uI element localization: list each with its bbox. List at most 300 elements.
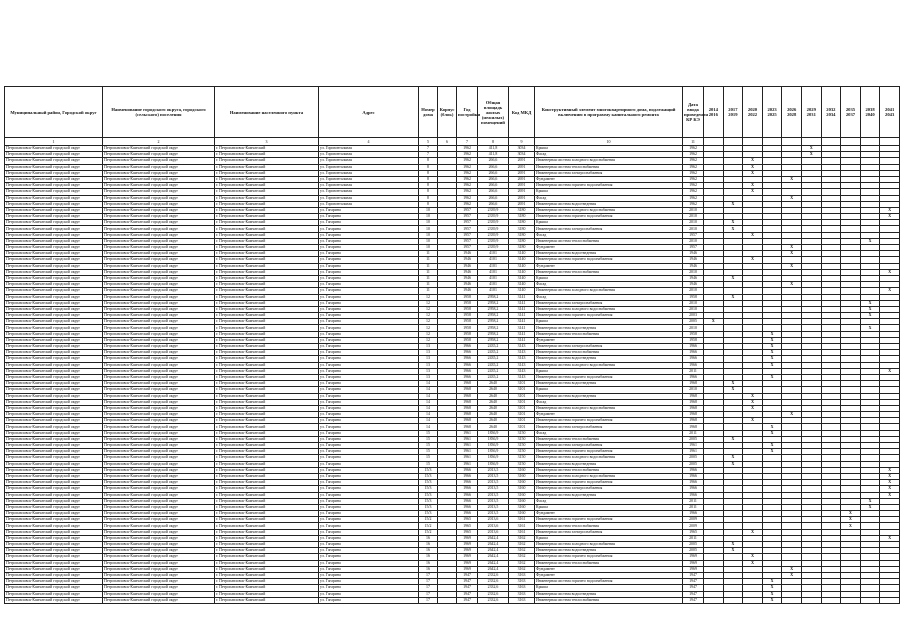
period-cell: X bbox=[762, 374, 782, 380]
table-cell: 1961 bbox=[457, 436, 478, 442]
table-cell: 2013,5 bbox=[478, 498, 509, 504]
table-cell: 16 bbox=[419, 566, 438, 572]
table-cell: 1969 bbox=[457, 535, 478, 541]
table-cell: ул. Гагарина bbox=[319, 381, 419, 387]
table-cell: Петропавловск-Камчатский городской округ bbox=[5, 245, 103, 251]
period-cell: X bbox=[782, 282, 802, 288]
table-cell: ул. Гагарина bbox=[319, 492, 419, 498]
table-body bbox=[5, 146, 900, 604]
table-cell: Инженерная система холодного водоснабжения bbox=[535, 542, 683, 548]
table-cell: 2435,2 bbox=[478, 350, 509, 356]
table-cell: ул. Гагарина bbox=[319, 214, 419, 220]
table-cell: г. Петропавловск-Камчатский bbox=[215, 486, 319, 492]
column-number bbox=[841, 138, 861, 146]
period-cell: X bbox=[743, 560, 763, 566]
table-cell: 3141 bbox=[509, 319, 535, 325]
table-cell: Петропавловск-Камчатский городской округ bbox=[5, 362, 103, 368]
table-cell: Петропавловск-Камчатский городской округ bbox=[5, 183, 103, 189]
table-cell: Инженерная система горячего водоснабжения bbox=[535, 449, 683, 455]
period-cell: X bbox=[860, 313, 880, 319]
table-cell: ул. Гагарина bbox=[319, 207, 419, 213]
table-cell: 1966 bbox=[457, 350, 478, 356]
table-cell: Инженерная система теплоснабжения bbox=[535, 523, 683, 529]
table-cell: Петропавловск-Камчатский городской округ bbox=[103, 331, 215, 337]
table-cell: 3150 bbox=[509, 436, 535, 442]
table-cell: Петропавловск-Камчатский городской округ bbox=[5, 368, 103, 374]
column-number: 1 bbox=[5, 138, 103, 146]
period-cell: X bbox=[762, 597, 782, 603]
table-cell: 7 bbox=[419, 152, 438, 158]
table-cell: 1969 bbox=[683, 560, 704, 566]
table-cell: ул. Гагарина bbox=[319, 232, 419, 238]
table-cell: Инженерная система теплоснабжения bbox=[535, 560, 683, 566]
table-cell: Петропавловск-Камчатский городской округ bbox=[103, 572, 215, 578]
table-cell: Петропавловск-Камчатский городской округ bbox=[103, 436, 215, 442]
period-cell bbox=[860, 597, 880, 603]
table-cell: 1957 bbox=[457, 214, 478, 220]
table-cell: 1962 bbox=[683, 195, 704, 201]
table-cell: Инженерная система горячего водоснабжения bbox=[535, 257, 683, 263]
table-cell: 1958 bbox=[457, 300, 478, 306]
table-cell: 1962 bbox=[683, 158, 704, 164]
period-cell: X bbox=[801, 152, 821, 158]
table-cell: 1966 bbox=[457, 368, 478, 374]
table-cell: Петропавловск-Камчатский городской округ bbox=[5, 430, 103, 436]
column-number: 2 bbox=[103, 138, 215, 146]
table-cell: Петропавловск-Камчатский городской округ bbox=[103, 170, 215, 176]
table-cell: 2640 bbox=[478, 412, 509, 418]
table-cell: 1958 bbox=[457, 337, 478, 343]
table-cell: Петропавловск-Камчатский городской округ bbox=[103, 535, 215, 541]
table-cell: г. Петропавловск-Камчатский bbox=[215, 455, 319, 461]
table-cell: 1965 bbox=[457, 517, 478, 523]
period-cell: X bbox=[762, 443, 782, 449]
table-cell: 8 bbox=[419, 158, 438, 164]
table-cell: 16 bbox=[419, 542, 438, 548]
table-cell: 3034 bbox=[509, 152, 535, 158]
period-cell: X bbox=[743, 257, 763, 263]
table-cell: 15/3 bbox=[419, 486, 438, 492]
table-cell: 3150 bbox=[509, 443, 535, 449]
table-cell: Петропавловск-Камчатский городской округ bbox=[103, 238, 215, 244]
table-cell: Петропавловск-Камчатский городской округ bbox=[103, 350, 215, 356]
table-cell: Петропавловск-Камчатский городской округ bbox=[103, 195, 215, 201]
table-cell: 15 bbox=[419, 430, 438, 436]
period-cell: X bbox=[782, 245, 802, 251]
table-cell: 2013,5 bbox=[478, 511, 509, 517]
table-cell: 3101 bbox=[509, 393, 535, 399]
table-cell: ул. Гагарина bbox=[319, 288, 419, 294]
table-cell: 1958 bbox=[457, 313, 478, 319]
table-cell: Крыша bbox=[535, 319, 683, 325]
table-cell: 1962 bbox=[683, 189, 704, 195]
column-header: Дата ввода проведения КР КЭ bbox=[683, 87, 704, 138]
table-cell: 1969 bbox=[457, 554, 478, 560]
table-cell: ул. Горизонтальная bbox=[319, 158, 419, 164]
table-cell: г. Петропавловск-Камчатский bbox=[215, 585, 319, 591]
table-cell: г. Петропавловск-Камчатский bbox=[215, 523, 319, 529]
table-cell: 1962 bbox=[457, 158, 478, 164]
table-cell: 1946 bbox=[457, 257, 478, 263]
table-cell: 1962 bbox=[683, 164, 704, 170]
column-number: 3 bbox=[215, 138, 319, 146]
table-cell: 8 bbox=[419, 195, 438, 201]
table-cell: Петропавловск-Камчатский городской округ bbox=[103, 183, 215, 189]
table-cell: 3141 bbox=[509, 337, 535, 343]
table-cell: ул. Гагарина bbox=[319, 455, 419, 461]
table-cell: ул. Гагарина bbox=[319, 405, 419, 411]
table-cell: 2005 bbox=[683, 542, 704, 548]
table-cell: 2011 bbox=[683, 504, 704, 510]
table-cell: ул. Гагарина bbox=[319, 368, 419, 374]
table-cell: г. Петропавловск-Камчатский bbox=[215, 356, 319, 362]
table-cell: Петропавловск-Камчатский городской округ bbox=[5, 337, 103, 343]
table-cell: 14 bbox=[419, 381, 438, 387]
table-cell: 1961 bbox=[457, 449, 478, 455]
column-header: 2041 2043 bbox=[880, 87, 900, 138]
table-cell: Петропавловск-Камчатский городской округ bbox=[103, 467, 215, 473]
table-cell: Фундамент bbox=[535, 511, 683, 517]
table-cell: 3141 bbox=[509, 306, 535, 312]
table-cell: 1966 bbox=[457, 467, 478, 473]
table-cell: Инженерная система электроснабжения bbox=[535, 486, 683, 492]
table-cell: 266,6 bbox=[478, 158, 509, 164]
table-cell: г. Петропавловск-Камчатский bbox=[215, 566, 319, 572]
table-cell: 1958 bbox=[457, 319, 478, 325]
table-cell: Инженерная система горячего водоснабжения bbox=[535, 480, 683, 486]
table-cell: ул. Гагарина bbox=[319, 480, 419, 486]
period-cell: X bbox=[743, 393, 763, 399]
table-cell: 3180 bbox=[509, 238, 535, 244]
table-cell: 2435,2 bbox=[478, 344, 509, 350]
column-number: 6 bbox=[438, 138, 457, 146]
table-cell: Петропавловск-Камчатский городской округ bbox=[103, 152, 215, 158]
table-cell: 2339,9 bbox=[478, 232, 509, 238]
table-cell: г. Петропавловск-Камчатский bbox=[215, 449, 319, 455]
table-cell: г. Петропавловск-Камчатский bbox=[215, 319, 319, 325]
table-cell: Петропавловск-Камчатский городской округ bbox=[103, 492, 215, 498]
period-cell: X bbox=[762, 350, 782, 356]
table-cell: 1946 bbox=[683, 282, 704, 288]
table-cell: Петропавловск-Камчатский городской округ bbox=[5, 170, 103, 176]
table-cell: г. Петропавловск-Камчатский bbox=[215, 498, 319, 504]
table-cell: ул. Гагарина bbox=[319, 269, 419, 275]
table-cell: ул. Горизонтальная bbox=[319, 176, 419, 182]
table-cell: 3101 bbox=[509, 424, 535, 430]
table-cell: г. Петропавловск-Камчатский bbox=[215, 480, 319, 486]
period-cell: X bbox=[723, 548, 743, 554]
table-cell: г. Петропавловск-Камчатский bbox=[215, 238, 319, 244]
table-cell: 3141 bbox=[509, 313, 535, 319]
table-cell: 14 bbox=[419, 393, 438, 399]
table-cell: ул. Гагарина bbox=[319, 597, 419, 603]
column-header: Наименование городского округа, городского (сельского) поселения bbox=[103, 87, 215, 138]
table-cell: 1966 bbox=[683, 486, 704, 492]
table-cell: Петропавловск-Камчатский городской округ bbox=[5, 455, 103, 461]
table-cell: 4101 bbox=[478, 275, 509, 281]
table-cell: 2642,4 bbox=[478, 554, 509, 560]
table-cell: 1962 bbox=[683, 146, 704, 152]
table-cell: 1957 bbox=[457, 220, 478, 226]
table-cell: 1962 bbox=[457, 146, 478, 152]
table-cell: 8 bbox=[419, 170, 438, 176]
table-cell: ул. Гагарина bbox=[319, 535, 419, 541]
table-cell: 2332,6 bbox=[478, 591, 509, 597]
table-cell: Петропавловск-Камчатский городской округ bbox=[103, 523, 215, 529]
table-cell: 1962 bbox=[457, 176, 478, 182]
table-cell: Петропавловск-Камчатский городской округ bbox=[103, 368, 215, 374]
period-cell: X bbox=[762, 591, 782, 597]
table-cell: Петропавловск-Камчатский городской округ bbox=[103, 362, 215, 368]
table-cell: Петропавловск-Камчатский городской округ bbox=[103, 585, 215, 591]
table-cell: Петропавловск-Камчатский городской округ bbox=[5, 473, 103, 479]
table-cell: 12 bbox=[419, 319, 438, 325]
table-cell: Петропавловск-Камчатский городской округ bbox=[5, 560, 103, 566]
table-cell: Петропавловск-Камчатский городской округ bbox=[103, 164, 215, 170]
table-cell: Петропавловск-Камчатский городской округ bbox=[103, 480, 215, 486]
table-cell: Петропавловск-Камчатский городской округ bbox=[103, 294, 215, 300]
table-cell: 3034 bbox=[509, 146, 535, 152]
table-cell: Петропавловск-Камчатский городской округ bbox=[103, 461, 215, 467]
table-cell: 17 bbox=[419, 585, 438, 591]
table-cell: 2640 bbox=[478, 405, 509, 411]
table-cell: 1966 bbox=[457, 344, 478, 350]
table-cell: Петропавловск-Камчатский городской округ bbox=[5, 504, 103, 510]
table-cell: Петропавловск-Камчатский городской округ bbox=[103, 158, 215, 164]
table-cell: Инженерная система теплоснабжения bbox=[535, 597, 683, 603]
table-cell: г. Петропавловск-Камчатский bbox=[215, 220, 319, 226]
period-cell: X bbox=[880, 269, 900, 275]
table-cell: ул. Гагарина bbox=[319, 486, 419, 492]
table-cell: Петропавловск-Камчатский городской округ bbox=[5, 226, 103, 232]
table-cell: 7 bbox=[419, 146, 438, 152]
table-cell: Инженерная система холодного водоснабжения bbox=[535, 158, 683, 164]
period-cell: X bbox=[782, 263, 802, 269]
table-cell: 16 bbox=[419, 548, 438, 554]
table-cell: Инженерная система электроснабжения bbox=[535, 344, 683, 350]
table-cell: 1962 bbox=[683, 201, 704, 207]
period-cell: X bbox=[860, 306, 880, 312]
table-cell: 1966 bbox=[457, 511, 478, 517]
table-cell: ул. Гагарина bbox=[319, 449, 419, 455]
table-cell: Петропавловск-Камчатский городской округ bbox=[103, 405, 215, 411]
table-cell: Петропавловск-Камчатский городской округ bbox=[5, 288, 103, 294]
header-row bbox=[5, 87, 900, 138]
table-cell: Петропавловск-Камчатский городской округ bbox=[103, 226, 215, 232]
table-cell: 1962 bbox=[683, 183, 704, 189]
table-cell: г. Петропавловск-Камчатский bbox=[215, 424, 319, 430]
table-cell: 3162 bbox=[509, 542, 535, 548]
table-cell: г. Петропавловск-Камчатский bbox=[215, 467, 319, 473]
table-cell: 1968 bbox=[683, 424, 704, 430]
table-cell: г. Петропавловск-Камчатский bbox=[215, 350, 319, 356]
table-cell: 2010 bbox=[683, 288, 704, 294]
period-cell: X bbox=[860, 238, 880, 244]
table-cell: 1958 bbox=[683, 337, 704, 343]
table-cell: ул. Гагарина bbox=[319, 337, 419, 343]
table-cell: ул. Гагарина bbox=[319, 548, 419, 554]
table-cell: 3180 bbox=[509, 245, 535, 251]
table-cell: Петропавловск-Камчатский городской округ bbox=[103, 399, 215, 405]
table-cell: г. Петропавловск-Камчатский bbox=[215, 300, 319, 306]
table-cell: 3161 bbox=[509, 517, 535, 523]
table-cell: 12 bbox=[419, 331, 438, 337]
table-cell: 3180 bbox=[509, 226, 535, 232]
table-cell: 1965 bbox=[683, 529, 704, 535]
period-cell: X bbox=[880, 288, 900, 294]
table-cell: 3163 bbox=[509, 585, 535, 591]
table-cell: г. Петропавловск-Камчатский bbox=[215, 257, 319, 263]
period-cell: X bbox=[704, 319, 724, 325]
column-header: 2029 2031 bbox=[801, 87, 821, 138]
table-cell: 1836,9 bbox=[478, 443, 509, 449]
table-cell: 1968 bbox=[457, 381, 478, 387]
table-cell: Фасад bbox=[535, 232, 683, 238]
period-cell: X bbox=[880, 207, 900, 213]
column-header: 2017 2019 bbox=[723, 87, 743, 138]
table-cell: Петропавловск-Камчатский городской округ bbox=[5, 350, 103, 356]
table-cell: 1957 bbox=[457, 238, 478, 244]
period-cell: X bbox=[723, 542, 743, 548]
table-cell: Петропавловск-Камчатский городской округ bbox=[5, 517, 103, 523]
table-cell: Петропавловск-Камчатский городской округ bbox=[103, 504, 215, 510]
table-cell: 11 bbox=[419, 263, 438, 269]
table-cell: ул. Гагарина bbox=[319, 504, 419, 510]
table-cell: 1966 bbox=[683, 356, 704, 362]
table-cell: ул. Гагарина bbox=[319, 591, 419, 597]
column-header: 2035 2037 bbox=[841, 87, 861, 138]
table-cell: 2691 bbox=[509, 195, 535, 201]
table-cell: Петропавловск-Камчатский городской округ bbox=[5, 275, 103, 281]
table-cell: Петропавловск-Камчатский городской округ bbox=[5, 486, 103, 492]
table-cell: Петропавловск-Камчатский городской округ bbox=[103, 251, 215, 257]
table-cell: г. Петропавловск-Камчатский bbox=[215, 245, 319, 251]
table-cell: Петропавловск-Камчатский городской округ bbox=[103, 597, 215, 603]
table-cell: Инженерная система теплоснабжения bbox=[535, 350, 683, 356]
table-cell: Фасад bbox=[535, 399, 683, 405]
table-cell: 3101 bbox=[509, 387, 535, 393]
table-cell: 2013,5 bbox=[478, 480, 509, 486]
table-cell: Петропавловск-Камчатский городской округ bbox=[5, 535, 103, 541]
table-cell: 2435,2 bbox=[478, 356, 509, 362]
table-cell: ул. Горизонтальная bbox=[319, 164, 419, 170]
table-cell: 1962 bbox=[457, 189, 478, 195]
column-number: 4 bbox=[319, 138, 419, 146]
table-cell: Инженерная система теплоснабжения bbox=[535, 467, 683, 473]
table-cell: 1947 bbox=[457, 597, 478, 603]
period-cell bbox=[880, 597, 900, 603]
table-cell: ул. Гагарина bbox=[319, 566, 419, 572]
table-cell: 2339,9 bbox=[478, 220, 509, 226]
table-cell: Петропавловск-Камчатский городской округ bbox=[5, 164, 103, 170]
table-cell: 1946 bbox=[683, 257, 704, 263]
table-cell: г. Петропавловск-Камчатский bbox=[215, 511, 319, 517]
table-cell: 3143 bbox=[509, 344, 535, 350]
table-cell: Крыша bbox=[535, 275, 683, 281]
table-cell: 2013,5 bbox=[478, 473, 509, 479]
column-header: Корпус (блок) bbox=[438, 87, 457, 138]
period-cell bbox=[801, 597, 821, 603]
table-cell: г. Петропавловск-Камчатский bbox=[215, 517, 319, 523]
table-cell: 10 bbox=[419, 245, 438, 251]
table-cell: 3163 bbox=[509, 597, 535, 603]
table-cell: 2691 bbox=[509, 201, 535, 207]
table-cell: 1966 bbox=[457, 486, 478, 492]
table-cell: 1966 bbox=[683, 480, 704, 486]
column-number: 7 bbox=[457, 138, 478, 146]
period-cell: X bbox=[723, 294, 743, 300]
table-cell: Инженерная система водоотведения bbox=[535, 201, 683, 207]
column-number bbox=[821, 138, 841, 146]
table-cell: 12 bbox=[419, 306, 438, 312]
table-cell: Петропавловск-Камчатский городской округ bbox=[5, 381, 103, 387]
table-cell: Петропавловск-Камчатский городской округ bbox=[103, 486, 215, 492]
table-cell: 3150 bbox=[509, 461, 535, 467]
table-cell: Петропавловск-Камчатский городской округ bbox=[5, 424, 103, 430]
table-cell: 2642,4 bbox=[478, 560, 509, 566]
table-cell: 1836,9 bbox=[478, 430, 509, 436]
column-header: Адрес bbox=[319, 87, 419, 138]
table-cell: Петропавловск-Камчатский городской округ bbox=[5, 492, 103, 498]
table-cell: г. Петропавловск-Камчатский bbox=[215, 214, 319, 220]
table-cell: 266,6 bbox=[478, 195, 509, 201]
table-cell: Петропавловск-Камчатский городской округ bbox=[103, 566, 215, 572]
period-cell: X bbox=[743, 183, 763, 189]
table-cell: 2003 bbox=[683, 313, 704, 319]
table-cell: 3180 bbox=[509, 232, 535, 238]
table-cell: Петропавловск-Камчатский городской округ bbox=[5, 523, 103, 529]
table-cell: г. Петропавловск-Камчатский bbox=[215, 597, 319, 603]
table-cell: ул. Гагарина bbox=[319, 511, 419, 517]
period-cell: X bbox=[782, 195, 802, 201]
period-cell: X bbox=[723, 201, 743, 207]
table-cell: 2435,2 bbox=[478, 368, 509, 374]
period-cell: X bbox=[723, 220, 743, 226]
table-cell: Петропавловск-Камчатский городской округ bbox=[103, 511, 215, 517]
table-cell: Петропавловск-Камчатский городской округ bbox=[5, 511, 103, 517]
table-cell: 1947 bbox=[683, 597, 704, 603]
table-cell: ул. Гагарина bbox=[319, 263, 419, 269]
table-cell: г. Петропавловск-Камчатский bbox=[215, 362, 319, 368]
table-cell: 3162 bbox=[509, 554, 535, 560]
table-cell: 2339,9 bbox=[478, 245, 509, 251]
table-cell: 2339,9 bbox=[478, 207, 509, 213]
table-cell: Петропавловск-Камчатский городской округ bbox=[5, 313, 103, 319]
table-cell: Петропавловск-Камчатский городской округ bbox=[103, 232, 215, 238]
table-cell: 3162 bbox=[509, 548, 535, 554]
table-cell: 16 bbox=[419, 554, 438, 560]
table-cell: Петропавловск-Камчатский городской округ bbox=[103, 554, 215, 560]
period-cell: X bbox=[880, 480, 900, 486]
table-cell: Инженерная система холодного водоснабжения bbox=[535, 455, 683, 461]
table-cell: 3141 bbox=[509, 294, 535, 300]
table-cell: Петропавловск-Камчатский городской округ bbox=[5, 257, 103, 263]
table-cell: 1966 bbox=[683, 492, 704, 498]
table-cell: Петропавловск-Камчатский городской округ bbox=[103, 529, 215, 535]
table-cell: 1962 bbox=[457, 201, 478, 207]
table-cell: Крыша bbox=[535, 220, 683, 226]
table-cell: Инженерная система холодного водоснабжения bbox=[535, 405, 683, 411]
period-cell: X bbox=[762, 585, 782, 591]
table-cell: 1966 bbox=[457, 356, 478, 362]
table-cell: Крыша bbox=[535, 504, 683, 510]
table-cell: 3160 bbox=[509, 504, 535, 510]
table-cell: г. Петропавловск-Камчатский bbox=[215, 201, 319, 207]
table-cell: Петропавловск-Камчатский городской округ bbox=[103, 418, 215, 424]
table-cell: Петропавловск-Камчатский городской округ bbox=[5, 319, 103, 325]
table-cell: 11 bbox=[419, 282, 438, 288]
table-cell: 1961 bbox=[457, 430, 478, 436]
